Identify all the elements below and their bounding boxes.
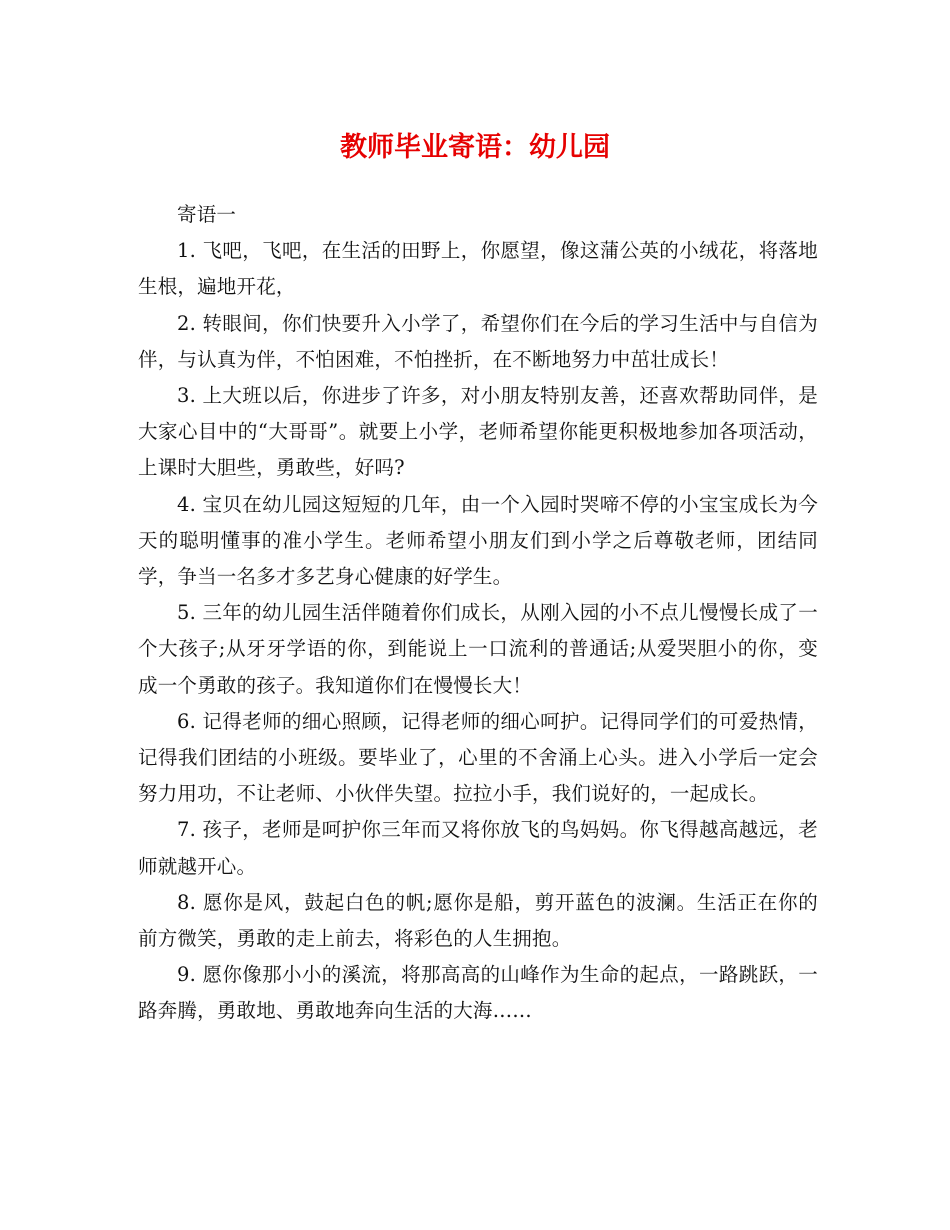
document-body — [138, 197, 818, 1030]
page-title: 教师毕业寄语：幼儿园 — [340, 132, 610, 163]
paragraph-9: 9. 愿你像那小小的溪流，将那高高的山峰作为生命的起点，一路跳跃，一路奔腾，勇敢地、勇敢地奔向生活的大海…… — [138, 963, 818, 1023]
section-heading: 寄语一 — [177, 203, 237, 226]
paragraph-2: 2. 转眼间，你们快要升入小学了，希望你们在今后的学习生活中与自信为伴，与认真为伴，不怕困难，不怕挫折，在不断地努力中茁壮成长！ — [138, 311, 818, 371]
paragraph-3: 3. 上大班以后，你进步了许多，对小朋友特别友善，还喜欢帮助同伴，是大家心目中的“大哥哥”。就要上小学，老师希望你能更积极地参加各项活动，上课时大胆些，勇敢些，好吗? — [138, 384, 818, 480]
paragraph-7: 7. 孩子，老师是呵护你三年而又将你放飞的鸟妈妈。你飞得越高越远，老师就越开心。 — [138, 818, 818, 878]
paragraph-6: 6. 记得老师的细心照顾，记得老师的细心呵护。记得同学们的可爱热情，记得我们团结的小班级。要毕业了，心里的不舍涌上心头。进入小学后一定会努力用功，不让老师、小伙伴失望。拉拉小手，我们说好的，一起成长。 — [138, 709, 818, 806]
paragraph-4: 4. 宝贝在幼儿园这短短的几年，由一个入园时哭啼不停的小宝宝成长为今天的聪明懂事的准小学生。老师希望小朋友们到小学之后尊敬老师，团结同学，争当一名多才多艺身心健康的好学生。 — [138, 492, 818, 589]
paragraph-8: 8. 愿你是风，鼓起白色的帆;愿你是船，剪开蓝色的波澜。生活正在你的前方微笑，勇敢的走上前去，将彩色的人生拥抱。 — [138, 890, 818, 951]
paragraph-1: 1. 飞吧，飞吧，在生活的田野上，你愿望，像这蒲公英的小绒花，将落地生根，遍地开花， — [138, 239, 818, 299]
paragraph-5: 5. 三年的幼儿园生活伴随着你们成长，从刚入园的小不点儿慢慢长成了一个大孩子;从牙牙学语的你，到能说上一口流利的普通话;从爱哭胆小的你，变成一个勇敢的孩子。我知道你们在慢慢长大！ — [138, 601, 818, 697]
